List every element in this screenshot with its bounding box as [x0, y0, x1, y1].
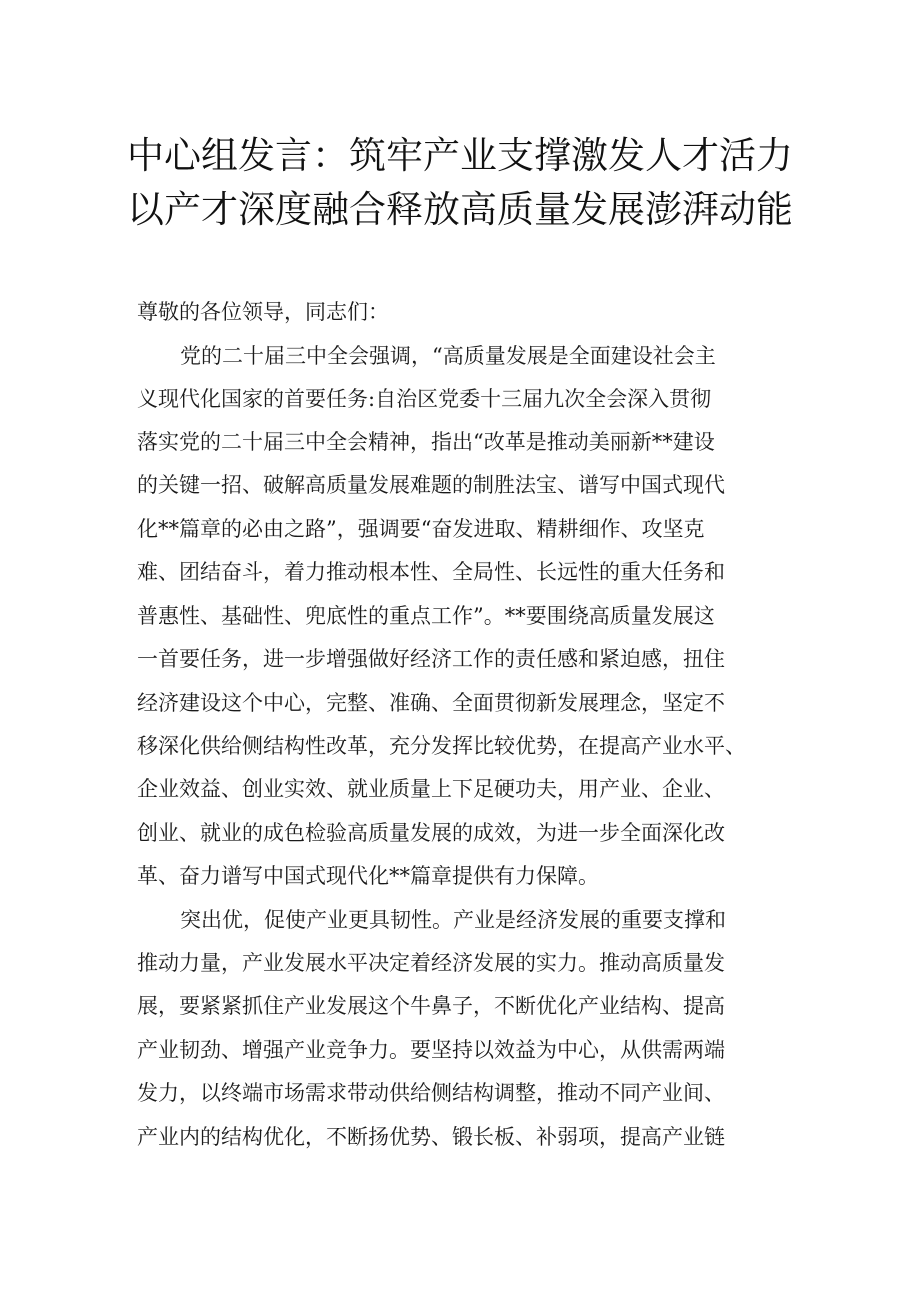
paragraph-2-line: 展，要紧紧抓住产业发展这个牛鼻子，不断优化产业结构、提高	[137, 994, 725, 1018]
paragraph-1-line: 难、团结奋斗，着力推动根本性、全局性、长远性的重大任务和	[137, 560, 725, 584]
paragraph-1-line: 党的二十届三中全会强调，“高质量发展是全面建设社会主	[180, 344, 716, 368]
document-title-line-1: 中心组发言：筑牢产业支撑激发人才活力	[127, 134, 793, 177]
paragraph-2-line: 突出优，促使产业更具韧性。产业是经济发展的重要支撑和	[180, 908, 726, 932]
paragraph-1-line: 创业、就业的成色检验高质量发展的成效，为进一步全面深化改	[137, 821, 725, 845]
paragraph-1-line: 企业效益、创业实效、就业质量上下足硬功夫，用产业、企业、	[137, 777, 725, 801]
document-title-line-2: 以产才深度融合释放高质量发展澎湃动能	[127, 188, 793, 231]
paragraph-2-line: 推动力量，产业发展水平决定着经济发展的实力。推动高质量发	[137, 951, 725, 975]
paragraph-1-line: 的关键一招、破解高质量发展难题的制胜法宝、谱写中国式现代	[137, 473, 725, 497]
paragraph-1-line: 化**篇章的必由之路”，强调要“奋发进取、精耕细作、攻坚克	[137, 517, 705, 541]
paragraph-1-line: 义现代化国家的首要任务:自治区党委十三届九次全会深入贯彻	[137, 387, 712, 411]
paragraph-1-line: 经济建设这个中心，完整、准确、全面贯彻新发展理念，坚定不	[137, 691, 725, 715]
paragraph-1-line: 一首要任务，进一步增强做好经济工作的责任感和紧迫感，扭住	[137, 647, 725, 671]
paragraph-1-line: 落实党的二十届三中全会精神，指出“改革是推动美丽新**建设	[137, 430, 715, 454]
paragraph-2-line: 发力，以终端市场需求带动供给侧结构调整，推动不同产业间、	[137, 1081, 725, 1105]
paragraph-2-line: 产业内的结构优化，不断扬优势、锻长板、补弱项，提高产业链	[137, 1125, 725, 1149]
salutation: 尊敬的各位领导，同志们：	[137, 300, 389, 324]
paragraph-1-line: 革、奋力谱写中国式现代化**篇章提供有力保障。	[137, 864, 599, 888]
paragraph-1-line: 普惠性、基础性、兜底性的重点工作”。**要围绕高质量发展这	[137, 604, 715, 628]
paragraph-1-line: 移深化供给侧结构性改革，充分发挥比较优势，在提高产业水平、	[137, 734, 746, 758]
paragraph-2-line: 产业韧劲、增强产业竞争力。要坚持以效益为中心，从供需两端	[137, 1038, 725, 1062]
